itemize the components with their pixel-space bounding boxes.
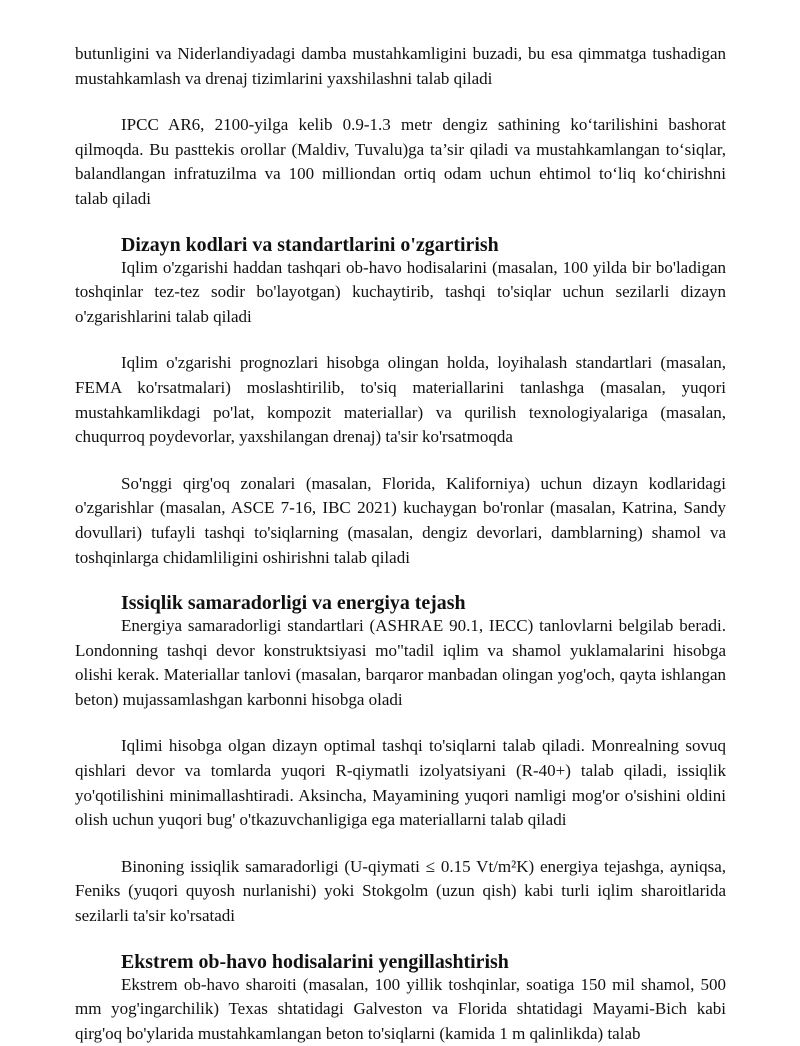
paragraph-ipcc-sea-level: IPCC AR6, 2100-yilga kelib 0.9-1.3 metr dengiz sathining ko‘tarilishini bashorat qilmoqda. Bu pasttekis orollar (Maldiv, Tuvalu)ga ta’sir qiladi va mustahkamlangan to‘siqlar, balandlangan infratuzilma va 100 milliondan ortiq odam uchun ehtimol to‘liq ko‘chirishni talab qiladi [75,115,726,208]
section-heading-thermal-efficiency: Issiqlik samaradorligi va energiya tejash [121,592,466,615]
paragraph-energy-standards: Energiya samaradorligi standartlari (ASHRAE 90.1, IECC) tanlovlarni belgilab beradi. Londonning tashqi devor konstruktsiyasi mo"tadil iqlim va shamol yuklamalarini hisobga olishi kerak. Materiallar tanlovi (masalan, barqaror manbadan olingan yog'och, qayta ishlangan beton) mujassamlashgan karbonni hisobga oladi [75,616,726,709]
paragraph-design-standards: Iqlim o'zgarishi prognozlari hisobga olingan holda, loyihalash standartlari (masalan, FEMA ko'rsatmalari) moslashtirilib, to'siq materiallarini tanlashga (masalan, yuqori mustahkamlikdagi po'lat, kompozit materiallar) va qurilish texnologiyalariga (masalan, chuqurroq poydevorlar, yaxshilangan drenaj) ta'sir ko'rsatmoqda [75,353,726,447]
section-heading-extreme-weather: Ekstrem ob-havo hodisalarini yengillashtirish [121,950,509,973]
paragraph-climate-design: Iqlimi hisobga olgan dizayn optimal tashqi to'siqlarni talab qiladi. Monrealning sovuq qishlari devor va tomlarda yuqori R-qiymatli izolyatsiyani (R-40+) talab qiladi, issiqlik yo'qotilishini minimallashtiradi. Aksincha, Mayamining yuqori namligi mog'or o'sishini oldini olish uchun yuqori bug' o'tkazuvchanligiga ega materiallarni talab qiladi [75,736,726,830]
section-heading-design-codes: Dizayn kodlari va standartlarini o'zgartirish [121,233,499,256]
paragraph-coastal-codes: So'nggi qirg'oq zonalari (masalan, Florida, Kaliforniya) uchun dizayn kodlaridagi o'zgarishlar (masalan, ASCE 7-16, IBC 2021) kuchaygan bo'ronlar (masalan, Katrina, Sandy dovullari) tufayli tashqi to'siqlarning (masalan, dengiz devorlari, damblarning) shamol va toshqinlarga chidamliligini oshirishni talab qiladi [75,473,726,567]
paragraph-thermal-performance: Binoning issiqlik samaradorligi (U-qiymati ≤ 0.15 Vt/m²K) energiya tejashga, ayniqsa, Feniks (yuqori quyosh nurlanishi) yoki Stokgolm (uzun qish) kabi turli iqlim sharoitlarida sezilarli ta'sir ko'rsatadi [75,856,726,926]
paragraph-extreme-weather-conditions: Ekstrem ob-havo sharoiti (masalan, 100 yillik toshqinlar, soatiga 150 mil shamol, 500 mm yog'ingarchilik) Texas shtatidagi Galveston va Florida shtatidagi Mayami-Bich kabi qirg'oq bo'ylarida mustahkamlangan beton to'siqlarni (kamida 1 m qalinlikda) talab [75,974,726,1043]
paragraph-intro-continuation: butunligini va Niderlandiyadagi damba mustahkamligini buzadi, bu esa qimmatga tushadigan mustahkamlash va drenaj tizimlarini yaxshilashni talab qiladi [75,44,726,88]
paragraph-extreme-weather-design: Iqlim o'zgarishi haddan tashqari ob-havo hodisalarini (masalan, 100 yilda bir bo'ladigan toshqinlar tez-tez sodir bo'layotgan) kuchaytirib, tashqi to'siqlar uchun sezilarli dizayn o'zgarishlarini talab qiladi [75,257,726,326]
